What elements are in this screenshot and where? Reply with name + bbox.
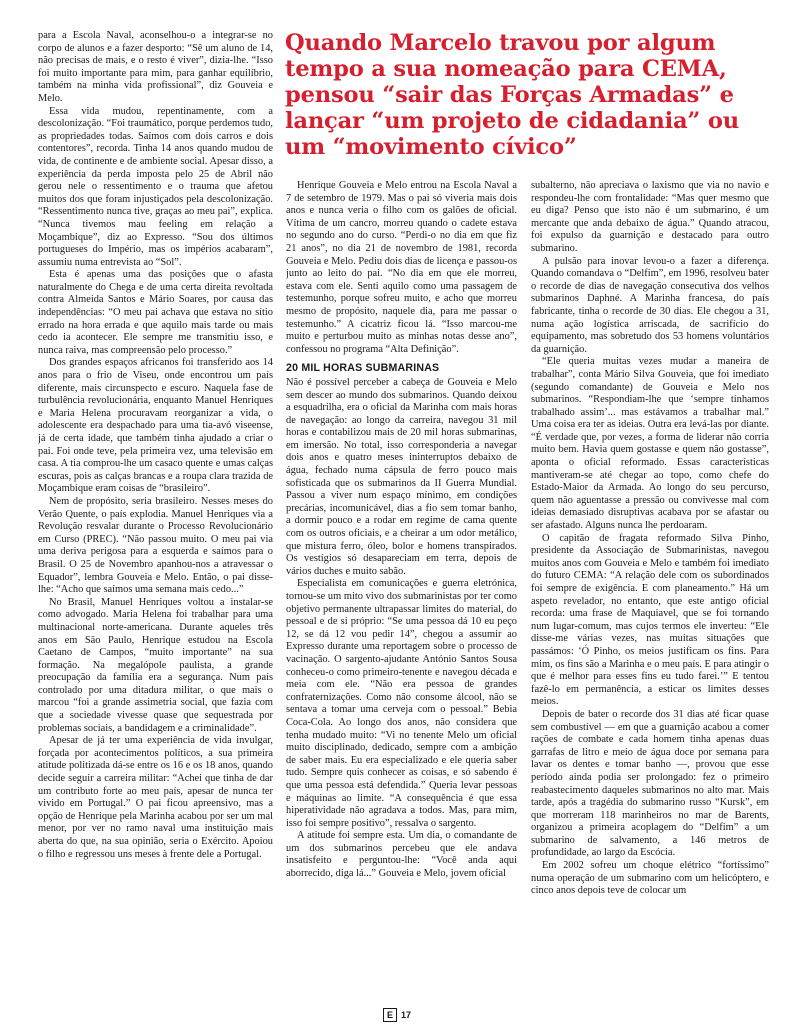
paragraph: Depois de bater o recorde dos 31 dias até ficar quase sem combustível — em que a guarnição acabou a comer rações de combate e cada homem tinha apenas duas garrafas de litro e meio de água doce por semana para lavar os dentes e tomar banho —, provou que esse período ainda podia ser prolongado: fez o primeiro reabastecimento daqueles submarinos no alto mar. Mais tarde, após a tragédia do submarino russo “Kursk”, em que morreram 118 marinheiros no mar de Barents, organizou a primeira acoplagem do “Delfim” a um submarino de salvamento, a 146 metros de profundidade, ao largo da Escócia. bbox=[531, 708, 769, 859]
paragraph: No Brasil, Manuel Henriques voltou a instalar-se como advogado. Maria Helena foi trabalhar para uma multinacional norte-americana. Durante aqueles três anos em São Paulo, Henrique estudou na Escola Caetano de Campos, “muito importante” na sua formação. Na megalópole paulista, a grande preocupação da família era a segurança. Num país controlado por uma ditadura militar, o que mais o marcou “foi a grande assimetria social, que fazia com que a sociedade vivesse quase que sequestrada por problemas sociais, a bandidagem e a criminalidade”. bbox=[38, 596, 273, 734]
paragraph: para a Escola Naval, aconselhou-o a integrar-se no corpo de alunos e a fazer desporto: “Sê um aluno de 14, não precisas de mais, e o resto é viver”, dizia-lhe. “Isso foi muito importante para mim, para ganhar equilíbrio, também na minha vida profissional”, diz Gouveia e Melo. bbox=[38, 30, 273, 104]
paragraph: subalterno, não apreciava o laxismo que via no navio e respondeu-lhe com frontalidade: “Mas quer mesmo que eu diga? Penso que isto não é um submarino, é um mercante que anda debaixo de água.” Quando atracou, foi expulso da guarnição e destacado para outro submarino. bbox=[531, 180, 769, 254]
article-column-3 bbox=[531, 180, 769, 1000]
paragraph: Esta é apenas uma das posições que o afasta naturalmente do Chega e de uma certa direita revoltada contra Almeida Santos e Mário Soares, por causa das independências: “O meu pai achava que estava no sítio errado na hora errada e que aquilo mais tarde ou mais cedo ia acontecer. Ele sempre me transmitiu isso, e nunca raiva, mas compreensão pelo processo.” bbox=[38, 269, 273, 356]
paragraph: Nem de propósito, seria brasileiro. Nesses meses do Verão Quente, o país explodia. Manuel Henriques via a Revolução resvalar durante o Processo Revolucionário em Curso (PREC). “Não passou muito. O meu pai via uma deriva perigosa para a esquerda e saímos para o Brasil. O 25 de Novembro apanhou-nos a atravessar o Equador”, lembra Gouveia e Melo. Então, o pai disse-lhe: “Acho que saímos uma semana mais cedo...” bbox=[38, 495, 273, 596]
article-column-2 bbox=[286, 180, 517, 1000]
paragraph: Essa vida mudou, repentinamente, com a descolonização. “Foi traumático, porque perdemos tudo, as propriedades todas. Saímos com dois carros e dois contentores”, recorda. Tinha 14 anos quando mudou de vida, de continente e de ambiente social. Apesar disso, a experiência da perda imposta pelo 25 de Abril não gerou nele o ressentimento e o trauma que afetou muitos dos que foram injustiçados pela descolonização. “Ressentimento nunca tive, graças ao meu pai”, explica. “Nunca tivemos mau feeling em relação a Moçambique”, diz ao Expresso. “Sou dos últimos portugueses do Império, mas os impérios acabaram”, assumiu numa entrevista ao “Sol”. bbox=[38, 105, 273, 268]
page-number: 17 bbox=[401, 1010, 412, 1020]
magazine-mark: E bbox=[383, 1008, 397, 1022]
paragraph: A atitude foi sempre esta. Um dia, o comandante de um dos submarinos percebeu que ele andava insatisfeito e perguntou-lhe: “Você anda aqui aborrecido, diga lá...” Gouveia e Melo, jovem oficial bbox=[286, 830, 517, 880]
paragraph: Apesar de já ter uma experiência de vida invulgar, forçada por acontecimentos políticos, a sua primeira atitude politizada dá-se entre os 16 e os 18 anos, quando decide seguir a carreira militar: “Achei que tinha de dar um contributo forte ao meu país, apesar de nunca ter vivido em Portugal.” O pai ficou apreensivo, mas a opção de Henrique pela Marinha acabou por ser um mal menor, por ver no ramo naval uma instituição mais aberta do que, na sua opinião, seria o Exército. Apoiou o filho e regressou uns meses à frente dele a Portugal. bbox=[38, 735, 273, 860]
page-footer bbox=[383, 1008, 415, 1022]
paragraph: “Ele queria muitas vezes mudar a maneira de trabalhar”, conta Mário Silva Gouveia, que foi imediato (segundo comandante) de Gouveia e Melo nos submarinos. “Respondiam-lhe que ‘sempre tínhamos trabalhado assim’... mas estávamos a trabalhar mal.” Uma coisa era ter as ideias. Outra era levá-las por diante. “É verdade que, por vezes, a forma de liderar não corria muito bem. Havia quem gostasse e quem não gostasse”, aponta o oficial reformado. Essas características mantiveram-se até chegar ao topo, como chefe do Estado-Maior da Armada. Ao longo do seu percurso, quem não aguentasse a pressão ou convivesse mal com ideias demasiado disruptivas acabava por se afastar ou ser afastado. Alguns nunca lhe perdoaram. bbox=[531, 356, 769, 532]
paragraph: Especialista em comunicações e guerra eletrónica, tornou-se um mito vivo dos submarinistas por ter como objetivo permanente ultrapassar limites do material, do pessoal e de si próprio: “Se uma pessoa dá 10 eu peço 12, se dá 12 vou pedir 14”, chegou a assumir ao Expresso durante uma reportagem sobre o processo de vacinação. O sargento-ajudante António Santos Sousa conheceu-o como primeiro-tenente e navegou década e meia com ele. “Não era pessoa de grandes confraternizações. Como não consome álcool, não se sentava a tomar uma cerveja com o pessoal.” Bebia Coca-Cola. Ao longo dos anos, não considera que tenha mudado muito: “Vi no tenente Melo um oficial muito disciplinado, dedicado, sempre com a ambição de saber mais. Eu era especializado e ele queria saber tudo. Sempre quis conhecer as coisas, e só sabendo é que uma pessoa está defendida.” Queria levar pessoas e máquinas ao limite. “A consequência é que essa hiperatividade não agradava a todos. Mas, para mim, isso foi sempre positivo”, ressalva o sargento. bbox=[286, 578, 517, 829]
paragraph: Henrique Gouveia e Melo entrou na Escola Naval a 7 de setembro de 1979. Mas o pai só viveria mais dois anos e nunca veria o filho com os galões de oficial. Vítima de um cancro, morreu quando o cadete estava no segundo ano do curso. “Perdi-o no dia em que fiz 21 anos”, no dia 21 de novembro de 1981, recorda Gouveia e Melo. Pediu dois dias de licença e passou-os junto ao leito do pai. “No dia em que ele morreu, estava com ele. Senti aquilo como uma passagem de testemunho, porque sofreu muito, e acho que morreu mesmo de propósito, naquele dia, para me passar o testemunho.” A cicatriz ficou lá. “Isso marcou-me muito e perturbou muito as minhas notas desse ano”, confessou no programa “Alta Definição”. bbox=[286, 180, 517, 355]
paragraph: A pulsão para inovar levou-o a fazer a diferença. Quando comandava o “Delfim”, em 1996, resolveu bater o recorde de dias de navegação consecutiva dos velhos submarinos Daphné. A Marinha francesa, do país fabricante, tinha o recorde de 30 dias. Ele chegou a 31, numa ação logística arriscada, de sacrifício do equipamento, mas sobretudo dos 53 homens voluntários da guarnição. bbox=[531, 255, 769, 355]
paragraph: Em 2002 sofreu um choque elétrico “fortíssimo” numa operação de um submarino com um helicóptero, e cinco anos depois teve de colocar um bbox=[531, 860, 769, 897]
paragraph: O capitão de fragata reformado Silva Pinho, presidente da Associação de Submarinistas, navegou muitos anos com Gouveia e Melo e também foi imediato do futuro CEMA: “A relação dele com os subordinados foi sempre de exigência. E com planeamento.” Há um aspeto revelador, no entanto, que este antigo oficial recorda: uma frase de Maquiavel, que se foi tornando num lugar-comum, mas cujos termos ele inverteu: “Ele disse-me várias vezes, nas muitas situações que passámos: ‘Ó Pinho, os meios justificam os fins. Para mim, os fins são a Marinha e o meu país. E para atingir o que é melhor para esses fins eu tudo farei.’” E tentou fazê-lo em permanência, a esticar os limites desses meios. bbox=[531, 532, 769, 708]
paragraph: Não é possível perceber a cabeça de Gouveia e Melo sem descer ao mundo dos submarinos. Quando deixou a esquadrilha, era o oficial da Marinha com mais horas de navegação: ao longo da carreira, navegou 31 mil horas e contabilizou mais de 20 mil horas submarinas, em imersão. No total, isso corresponderia a navegar dois anos e quatro meses ininterruptos debaixo de água, fechado numa cápsula de ferro pouco mais sofisticada que os submarinos da II Guerra Mundial. Passou a viver num espaço mínimo, em condições precárias, incomunicável, dias a fio sem tomar banho, a dormir pouco e a rodar em regime de cama quente com os outros oficiais, e a cheirar a um odor metálico, que mistura ferro, óleo, bolor e homens transpirados. Os vestígios só desapareciam em terra, depois de vários duches e muito sabão. bbox=[286, 376, 517, 577]
pull-quote: Quando Marcelo travou por algum tempo a sua nomeação para CEMA, pensou “sair das Forças Armadas” e lançar “um projeto de cidadania” ou um “movimento cívico” bbox=[285, 30, 739, 160]
section-subhead: 20 MIL HORAS SUBMARINAS bbox=[286, 362, 440, 375]
article-column-1 bbox=[38, 30, 273, 1000]
paragraph: Dos grandes espaços africanos foi transferido aos 14 anos para o frio de Viseu, onde encontrou um país diferente, mais circunspecto e escuro. Naquela fase de turbulência revolucionária, enquanto Manuel Henriques e Maria Helena procuravam reorganizar a vida, o adolescente era despachado para uma tia-avó viseense, já de certa idade, que também tinha ajudado a criar o pai. Foi onde teve, pela primeira vez, uma televisão em casa. A tia comprou-lhe um casaco quente e umas calças escuras, pois as calças brancas e a roupa clara trazida de Moçambique eram coisas de “brasileiro”. bbox=[38, 357, 273, 495]
